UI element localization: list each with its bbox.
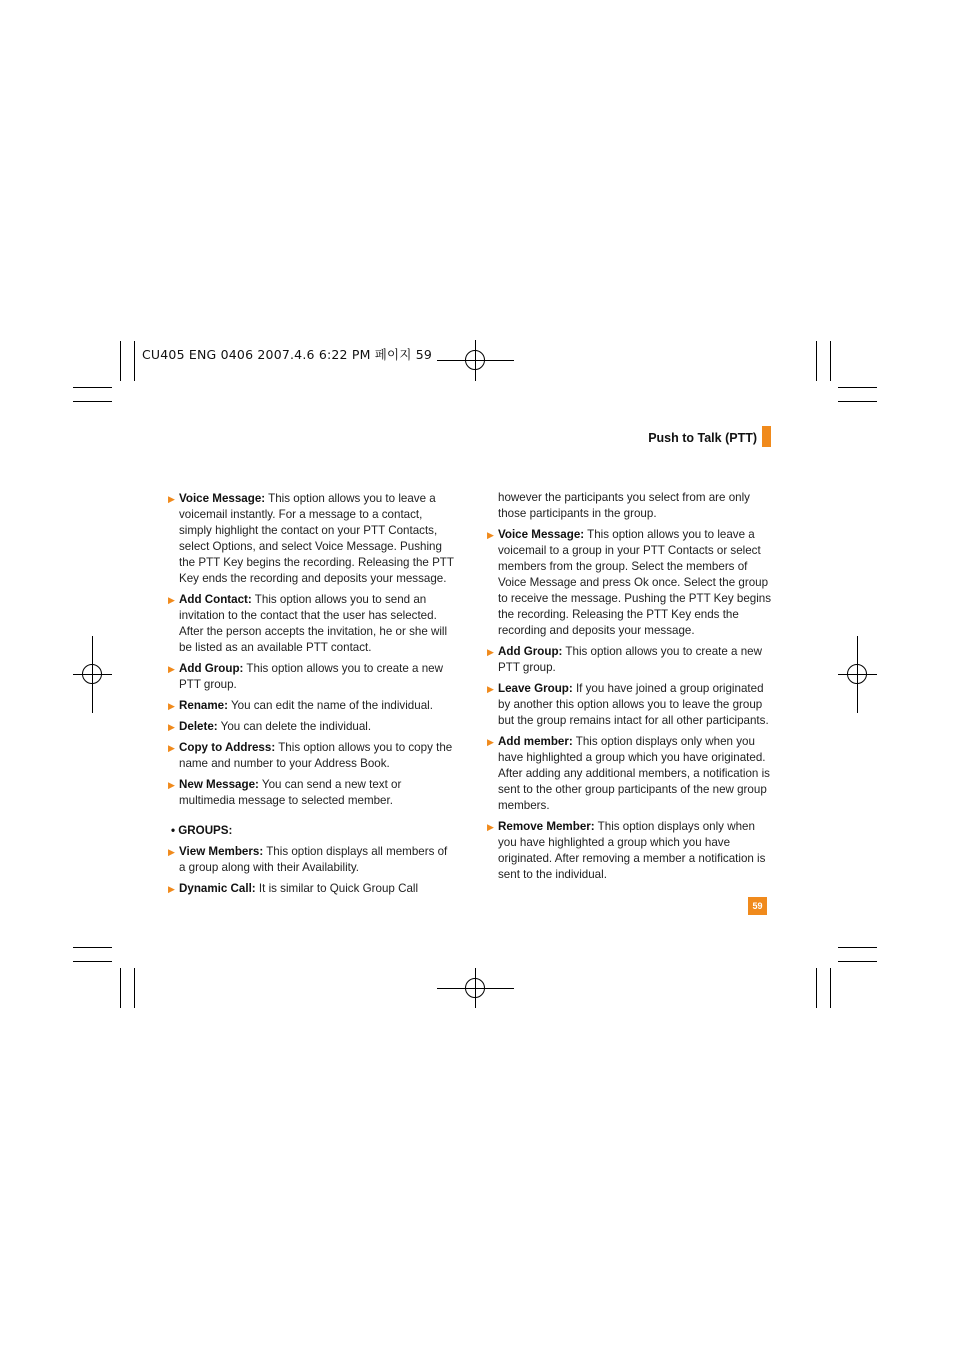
- item-text: You can send a new text or multimedia message to selected member.: [179, 778, 402, 807]
- list-item: [167, 719, 454, 735]
- triangle-right-icon: ▶: [487, 684, 494, 694]
- triangle-right-icon: ▶: [168, 595, 175, 605]
- item-text: If you have joined a group originated by another this option allows you to leave the group but the group remains intact for all other participants.: [498, 682, 769, 727]
- triangle-right-icon: ▶: [487, 530, 494, 540]
- list-item: [486, 734, 772, 814]
- section-title: Push to Talk (PTT): [648, 431, 757, 445]
- item-term: Add Group:: [498, 645, 563, 658]
- item-term: Copy to Address:: [179, 741, 276, 754]
- item-term: Voice Message:: [179, 492, 266, 505]
- item-term: Add member:: [498, 735, 573, 748]
- item-text: This option allows you to send an invitation to the contact that the user has selected. After the person accepts the invitation, he or she will be listed as an available PTT contact.: [179, 593, 448, 654]
- page-number-badge: 59: [748, 897, 767, 915]
- item-term: View Members:: [179, 845, 264, 858]
- item-term: Dynamic Call:: [179, 882, 256, 895]
- right-column: [486, 490, 772, 888]
- item-term: Leave Group:: [498, 682, 573, 695]
- list-item: [167, 592, 454, 656]
- triangle-right-icon: ▶: [168, 494, 175, 504]
- list-item: [167, 661, 454, 693]
- item-term: Add Contact:: [179, 593, 252, 606]
- continuation-text: however the participants you select from are only those participants in the group.: [498, 491, 750, 520]
- list-item: [486, 681, 772, 729]
- item-text: You can delete the individual.: [217, 720, 372, 733]
- item-text: This option allows you to create a new PTT group.: [498, 645, 762, 674]
- item-text: You can edit the name of the individual.: [227, 699, 433, 712]
- triangle-right-icon: ▶: [168, 884, 175, 894]
- crosshair-circle-icon: [465, 350, 485, 370]
- item-text: This option displays only when you have highlighted a group which you have originated. After adding any additional members, a notification is sent to the other group participants of the new group members.: [498, 735, 770, 812]
- triangle-right-icon: ▶: [168, 664, 175, 674]
- triangle-right-icon: ▶: [487, 647, 494, 657]
- item-term: Rename:: [179, 699, 228, 712]
- item-text: This option displays only when you have highlighted a group which you have originated. After removing a member a notification is sent to the individual.: [498, 820, 766, 881]
- item-term: Remove Member:: [498, 820, 595, 833]
- list-item: [486, 644, 772, 676]
- list-item: [486, 527, 772, 639]
- crosshair-circle-icon: [847, 664, 867, 684]
- list-item: [486, 819, 772, 883]
- groups-heading: • GROUPS:: [171, 824, 233, 837]
- item-text: It is similar to Quick Group Call: [255, 882, 419, 895]
- item-term: New Message:: [179, 778, 259, 791]
- list-item: [167, 740, 454, 772]
- print-slug: CU405 ENG 0406 2007.4.6 6:22 PM 페이지 59: [142, 347, 433, 362]
- list-item: [167, 844, 454, 876]
- triangle-right-icon: ▶: [168, 722, 175, 732]
- item-text: This option allows you to leave a voicemail to a group in your PTT Contacts or select members from the group. Select the members of Voice Message and press Ok once. Select the group to receive the message. Pushing the PTT Key begins the recording. Releasing the PTT Key ends the recording and deposits your message.: [498, 528, 772, 637]
- item-text: This option allows you to copy the name and number to your Address Book.: [179, 741, 453, 770]
- item-text: This option displays all members of a group along with their Availability.: [179, 845, 448, 874]
- crosshair-circle-icon: [82, 664, 102, 684]
- list-item: [167, 881, 454, 897]
- item-term: Voice Message:: [498, 528, 585, 541]
- triangle-right-icon: ▶: [487, 822, 494, 832]
- triangle-right-icon: ▶: [487, 737, 494, 747]
- triangle-right-icon: ▶: [168, 847, 175, 857]
- triangle-right-icon: ▶: [168, 701, 175, 711]
- section-tab-marker: [762, 426, 771, 447]
- triangle-right-icon: ▶: [168, 743, 175, 753]
- item-text: This option allows you to create a new PTT group.: [179, 662, 443, 691]
- triangle-right-icon: ▶: [168, 780, 175, 790]
- list-item: [167, 491, 454, 587]
- list-item: [167, 698, 454, 714]
- item-text: This option allows you to leave a voicemail instantly. For a message to a contact, simply highlight the contact on your PTT Contacts, select Options, and select Voice Message. Pushing the PTT Key begins the recording. Releasing the PTT Key ends the recording and deposits your message.: [179, 492, 454, 585]
- item-term: Delete:: [179, 720, 218, 733]
- list-item: [167, 777, 454, 809]
- item-term: Add Group:: [179, 662, 244, 675]
- crosshair-circle-icon: [465, 978, 485, 998]
- left-column: [167, 491, 454, 902]
